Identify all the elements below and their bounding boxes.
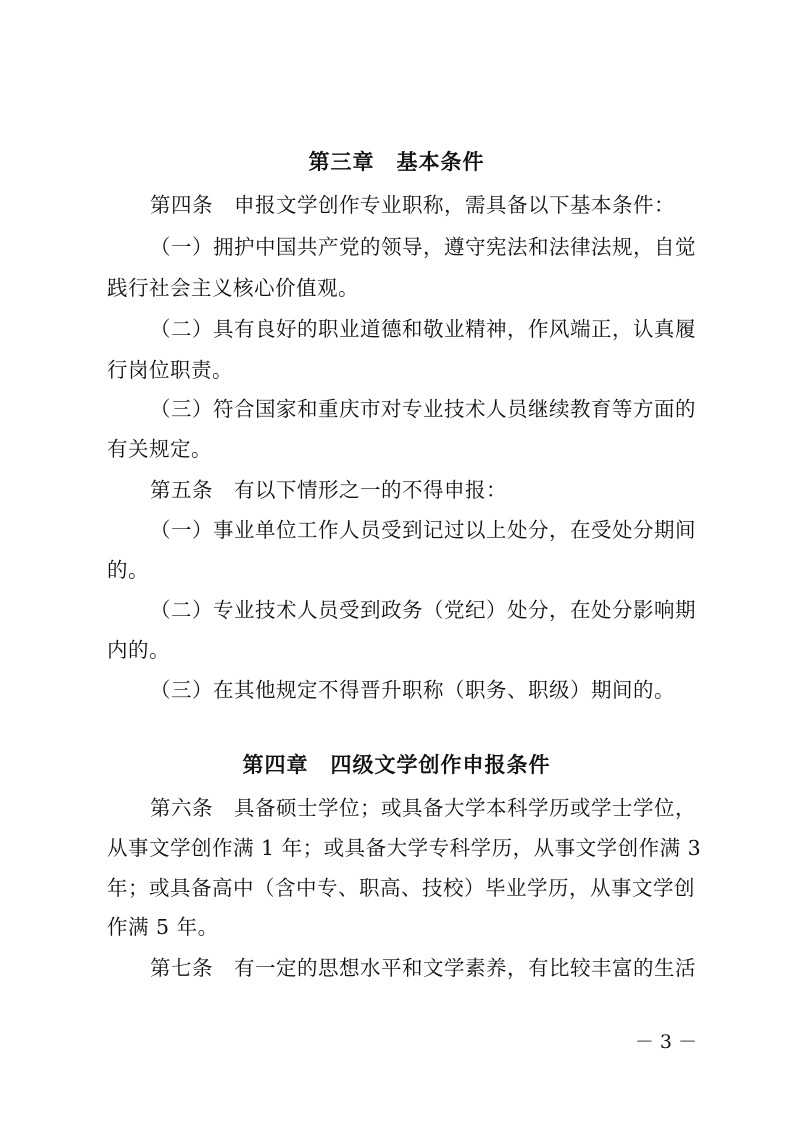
article-5-item-2-line-2: 内的。 xyxy=(107,638,170,662)
article-4-item-2-line-2: 行岗位职责。 xyxy=(107,358,233,382)
article-4-item-1-line-2: 践行社会主义核心价值观。 xyxy=(107,276,359,300)
article-5: 第五条 有以下情形之一的不得申报： xyxy=(150,478,507,502)
article-5-item-1-line-2: 的。 xyxy=(107,558,149,582)
article-4-item-1-line-1: （一）拥护中国共产党的领导，遵守宪法和法律法规，自觉 xyxy=(150,235,696,259)
page-number: － 3 － xyxy=(634,1031,697,1053)
chapter-4-heading: 第四章 四级文学创作申报条件 xyxy=(242,753,551,777)
article-4-item-2-line-1: （二）具有良好的职业道德和敬业精神，作风端正，认真履 xyxy=(150,317,696,341)
article-6-line-4: 作满 5 年。 xyxy=(107,915,219,939)
article-4: 第四条 申报文学创作专业职称，需具备以下基本条件： xyxy=(150,193,675,217)
article-5-item-2-line-1: （二）专业技术人员受到政务（党纪）处分，在处分影响期 xyxy=(150,598,696,622)
article-7-line-1: 第七条 有一定的思想水平和文学素养，有比较丰富的生活 xyxy=(150,956,696,980)
article-4-item-3-line-1: （三）符合国家和重庆市对专业技术人员继续教育等方面的 xyxy=(150,397,696,421)
article-4-item-3-line-2: 有关规定。 xyxy=(107,437,212,461)
article-6-line-3: 年；或具备高中（含中专、职高、技校）毕业学历，从事文学创 xyxy=(107,876,695,900)
article-6-line-1: 第六条 具备硕士学位；或具备大学本科学历或学士学位， xyxy=(150,796,696,820)
article-5-item-1-line-1: （一）事业单位工作人员受到记过以上处分，在受处分期间 xyxy=(150,518,696,542)
article-6-line-2: 从事文学创作满 1 年；或具备大学专科学历，从事文学创作满 3 xyxy=(107,836,702,860)
chapter-3-heading: 第三章 基本条件 xyxy=(308,150,485,174)
article-5-item-3: （三）在其他规定不得晋升职称（职务、职级）期间的。 xyxy=(150,678,675,702)
